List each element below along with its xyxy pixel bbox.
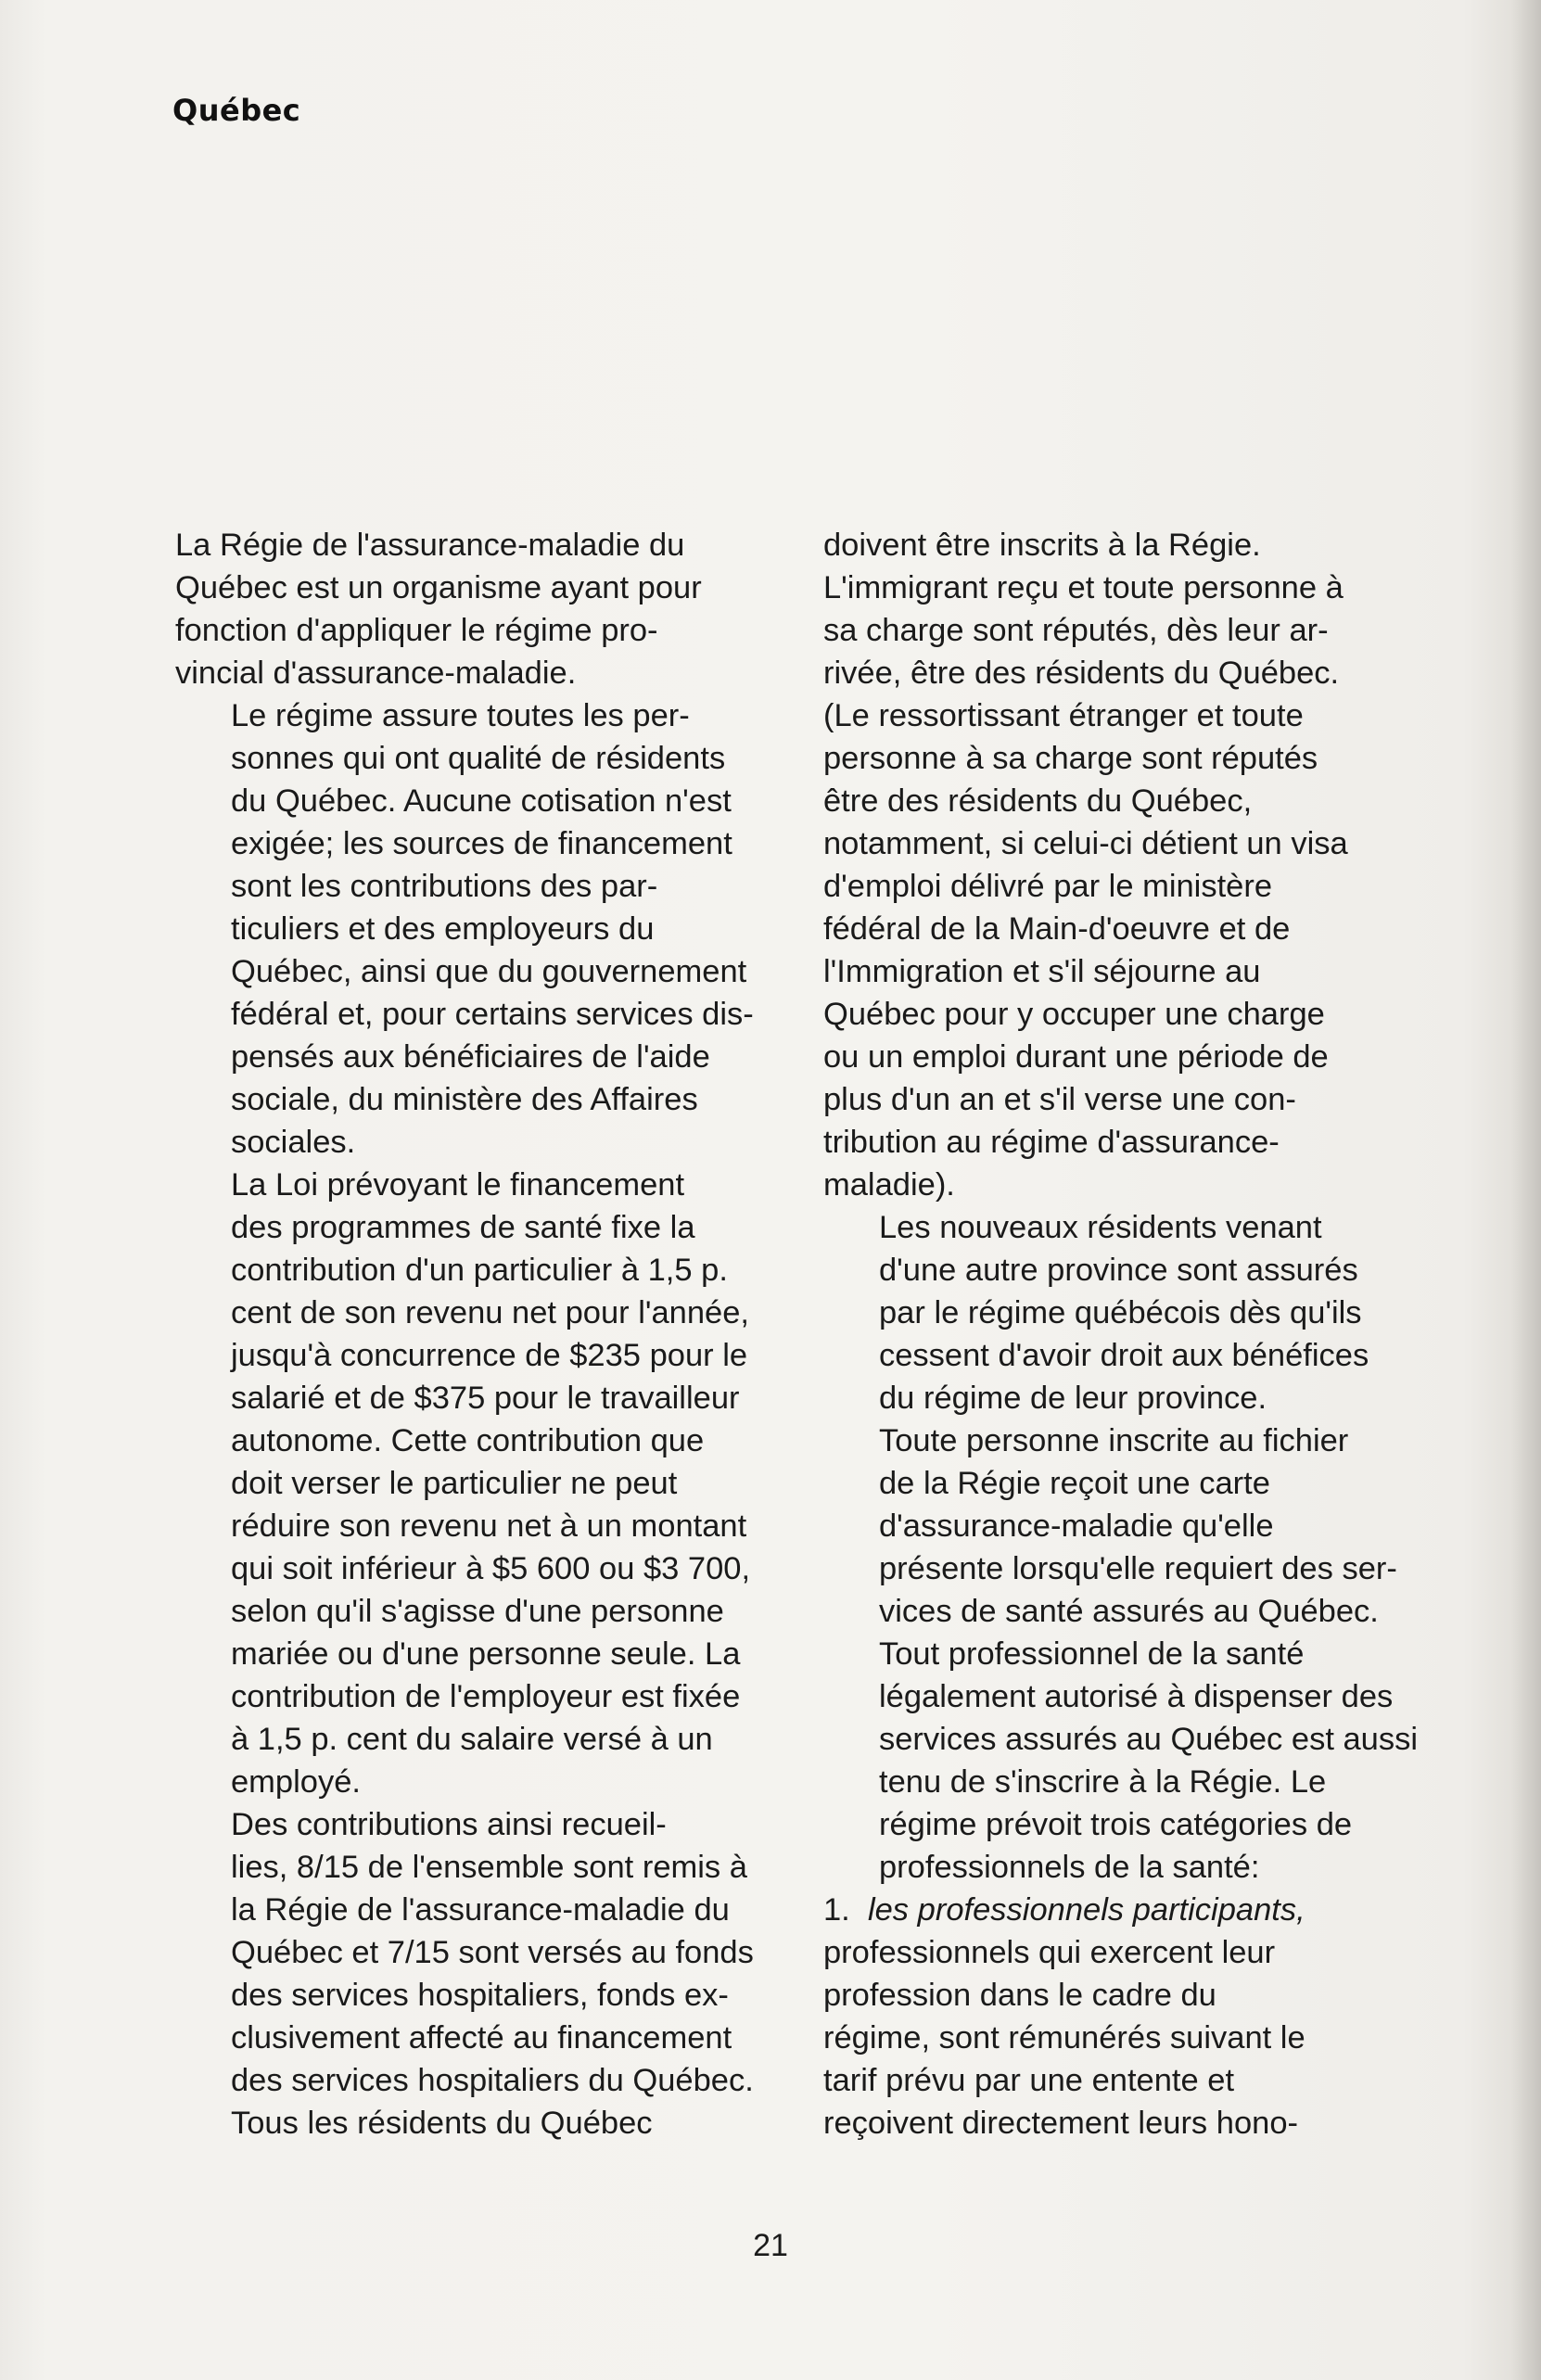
- text-line: L'immigrant reçu et toute personne à: [823, 570, 1344, 605]
- text-line: Québec est un organisme ayant pour: [175, 570, 702, 605]
- text-line: contribution de l'employeur est fixée: [231, 1679, 741, 1714]
- text-line: doit verser le particulier ne peut: [231, 1466, 678, 1501]
- text-line: fédéral de la Main-d'oeuvre et de: [823, 911, 1291, 947]
- text-line: Des contributions ainsi recueil-: [231, 1807, 667, 1842]
- paragraph-financing-law: [175, 1164, 787, 1803]
- page-header: Québec: [172, 93, 301, 128]
- text-line: légalement autorisé à dispenser des: [879, 1679, 1394, 1714]
- text-line: fédéral et, pour certains services dis-: [231, 997, 754, 1032]
- paragraph-regie-intro: [175, 524, 787, 694]
- text-line: clusivement affecté au financement: [231, 2020, 732, 2055]
- list-item-term: les professionnels participants,: [867, 1892, 1305, 1928]
- text-line: régime, sont rémunérés suivant le: [823, 2020, 1305, 2055]
- text-line: du Québec. Aucune cotisation n'est: [231, 783, 732, 819]
- text-line: plus d'un an et s'il verse une con-: [823, 1082, 1296, 1117]
- text-line: sociale, du ministère des Affaires: [231, 1082, 698, 1117]
- text-line: des programmes de santé fixe la: [231, 1210, 695, 1245]
- right-column: [823, 524, 1454, 2145]
- text-line: réduire son revenu net à un montant: [231, 1508, 747, 1544]
- text-line: Tous les résidents du Québec: [231, 2106, 653, 2141]
- text-line: exigée; les sources de financement: [231, 826, 732, 861]
- text-line: la Régie de l'assurance-maladie du: [231, 1892, 730, 1928]
- text-line: sa charge sont réputés, dès leur ar-: [823, 613, 1329, 648]
- paragraph-regime-coverage: [175, 694, 787, 1164]
- text-line: selon qu'il s'agisse d'une personne: [231, 1594, 724, 1629]
- text-line: du régime de leur province.: [879, 1381, 1267, 1416]
- text-line: Québec pour y occuper une charge: [823, 997, 1325, 1032]
- text-line: ticuliers et des employeurs du: [231, 911, 655, 947]
- text-line: être des résidents du Québec,: [823, 783, 1253, 819]
- text-line: personne à sa charge sont réputés: [823, 741, 1318, 776]
- text-line: professionnels de la santé:: [879, 1850, 1260, 1885]
- text-line: notamment, si celui-ci détient un visa: [823, 826, 1348, 861]
- text-line: de la Régie reçoit une carte: [879, 1466, 1270, 1501]
- text-line: tarif prévu par une entente et: [823, 2063, 1235, 2098]
- page-number: 21: [753, 2228, 788, 2263]
- text-line: mariée ou d'une personne seule. La: [231, 1636, 741, 1672]
- text-line: maladie).: [823, 1167, 955, 1203]
- text-line: par le régime québécois dès qu'ils: [879, 1295, 1362, 1330]
- text-line: ou un emploi durant une période de: [823, 1039, 1329, 1075]
- text-line: Québec et 7/15 sont versés au fonds: [231, 1935, 754, 1970]
- text-line: profession dans le cadre du: [823, 1978, 1216, 2013]
- text-line: vices de santé assurés au Québec.: [879, 1594, 1379, 1629]
- list-item-participating-professionals: [823, 1889, 1454, 2145]
- text-line: doivent être inscrits à la Régie.: [823, 528, 1261, 563]
- text-line: salarié et de $375 pour le travailleur: [231, 1381, 740, 1416]
- text-line: l'Immigration et s'il séjourne au: [823, 954, 1261, 989]
- text-line: sont les contributions des par-: [231, 869, 658, 904]
- text-line: reçoivent directement leurs hono-: [823, 2106, 1299, 2141]
- text-line: tenu de s'inscrire à la Régie. Le: [879, 1764, 1327, 1800]
- paragraph-health-card: [823, 1419, 1454, 1633]
- text-line: présente lorsqu'elle requiert des ser-: [879, 1551, 1397, 1586]
- paragraph-professionals: [823, 1633, 1454, 1889]
- paragraph-new-residents: [823, 1206, 1454, 1419]
- paragraph-residents-start: [175, 2102, 787, 2145]
- text-line: tribution au régime d'assurance-: [823, 1125, 1280, 1160]
- text-line: employé.: [231, 1764, 361, 1800]
- text-line: services assurés au Québec est aussi: [879, 1722, 1419, 1757]
- text-line: (Le ressortissant étranger et toute: [823, 698, 1304, 733]
- text-line: des services hospitaliers, fonds ex-: [231, 1978, 729, 2013]
- text-line: lies, 8/15 de l'ensemble sont remis à: [231, 1850, 747, 1885]
- text-line: d'emploi délivré par le ministère: [823, 869, 1273, 904]
- list-item-first-line: [823, 1889, 1454, 1931]
- text-line: d'une autre province sont assurés: [879, 1253, 1358, 1288]
- page-edge-shadow: [1511, 0, 1541, 2380]
- text-line: Québec, ainsi que du gouvernement: [231, 954, 747, 989]
- text-line: autonome. Cette contribution que: [231, 1423, 705, 1458]
- text-line: La Régie de l'assurance-maladie du: [175, 528, 685, 563]
- text-line: Le régime assure toutes les per-: [231, 698, 690, 733]
- paragraph-contribution-split: [175, 1803, 787, 2102]
- text-line: cent de son revenu net pour l'année,: [231, 1295, 749, 1330]
- text-line: rivée, être des résidents du Québec.: [823, 655, 1340, 691]
- text-line: Tout professionnel de la santé: [879, 1636, 1305, 1672]
- text-line: fonction d'appliquer le régime pro-: [175, 613, 658, 648]
- list-number: 1.: [823, 1892, 850, 1928]
- text-line: La Loi prévoyant le financement: [231, 1167, 685, 1203]
- text-line: d'assurance-maladie qu'elle: [879, 1508, 1274, 1544]
- text-line: régime prévoit trois catégories de: [879, 1807, 1353, 1842]
- paragraph-residents-registration: [823, 524, 1454, 1206]
- text-line: sociales.: [231, 1125, 356, 1160]
- text-line: professionnels qui exercent leur: [823, 1935, 1276, 1970]
- text-line: Toute personne inscrite au fichier: [879, 1423, 1349, 1458]
- text-line: pensés aux bénéficiaires de l'aide: [231, 1039, 710, 1075]
- text-line: jusqu'à concurrence de $235 pour le: [231, 1338, 748, 1373]
- text-line: des services hospitaliers du Québec.: [231, 2063, 754, 2098]
- text-line: vincial d'assurance-maladie.: [175, 655, 577, 691]
- text-line: Les nouveaux résidents venant: [879, 1210, 1322, 1245]
- left-column: [175, 524, 787, 2145]
- text-line: sonnes qui ont qualité de résidents: [231, 741, 726, 776]
- text-line: cessent d'avoir droit aux bénéfices: [879, 1338, 1369, 1373]
- text-line: qui soit inférieur à $5 600 ou $3 700,: [231, 1551, 751, 1586]
- text-line: à 1,5 p. cent du salaire versé à un: [231, 1722, 713, 1757]
- text-line: contribution d'un particulier à 1,5 p.: [231, 1253, 728, 1288]
